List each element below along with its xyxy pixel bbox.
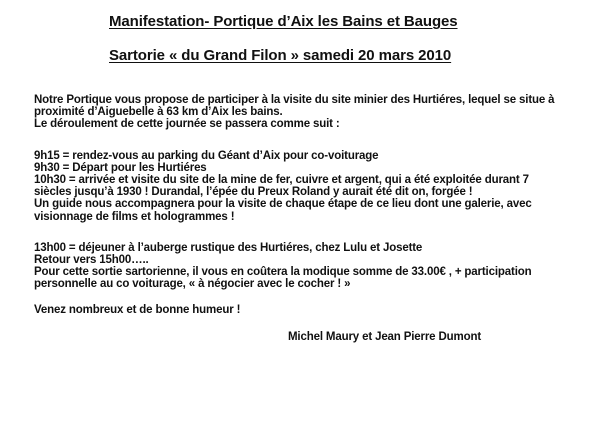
afternoon-line-2: Retour vers 15h00….. xyxy=(34,254,149,267)
event-title: Manifestation- Portique d’Aix les Bains et Bauges xyxy=(109,13,458,30)
signature: Michel Maury et Jean Pierre Dumont xyxy=(288,331,482,343)
schedule-line-4: siècles jusqu’à 1930 ! Durandal, l’épée du Preux Roland y aurait été dit on, forgée ! xyxy=(34,186,473,199)
afternoon-line-4: personnelle au co voiturage, « à négocier avec le cocher ! » xyxy=(34,278,351,291)
event-subtitle: Sartorie « du Grand Filon » samedi 20 mars 2010 xyxy=(109,47,452,64)
schedule-line-2: 9h30 = Départ pour les Hurtiéres xyxy=(34,161,207,174)
schedule-line-3: 10h30 = arrivée et visite du site de la mine de fer, cuivre et argent, qui a été exploitée durant 7 xyxy=(34,174,529,187)
schedule-line-6: visionnage de films et hologrammes ! xyxy=(34,210,235,223)
schedule-line-5: Un guide nous accompagnera pour la visite de chaque étape de ce lieu dont une galerie, avec xyxy=(34,198,532,211)
afternoon-line-1: 13h00 = déjeuner à l’auberge rustique des Hurtiéres, chez Lulu et Josette xyxy=(34,241,423,254)
intro-line-1: Notre Portique vous propose de participer à la visite du site minier des Hurtiéres, lequel se situe à xyxy=(34,94,555,106)
paragraph-gap xyxy=(34,223,600,242)
closing-line: Venez nombreux et de bonne humeur ! xyxy=(34,303,241,316)
intro-line-3: Le déroulement de cette journée se passera comme suit : xyxy=(34,118,340,131)
schedule-line-1: 9h15 = rendez-vous au parking du Géant d’Aix pour co-voiturage xyxy=(34,149,379,162)
paragraph-gap xyxy=(34,291,600,304)
document-body xyxy=(34,94,600,316)
afternoon-line-3: Pour cette sortie sartorienne, il vous en coûtera la modique somme de 33.00€ , + participation xyxy=(34,266,532,279)
intro-line-2: proximité d’Aiguebelle à 63 km d’Aix les bains. xyxy=(34,106,283,119)
paragraph-gap xyxy=(34,131,600,150)
